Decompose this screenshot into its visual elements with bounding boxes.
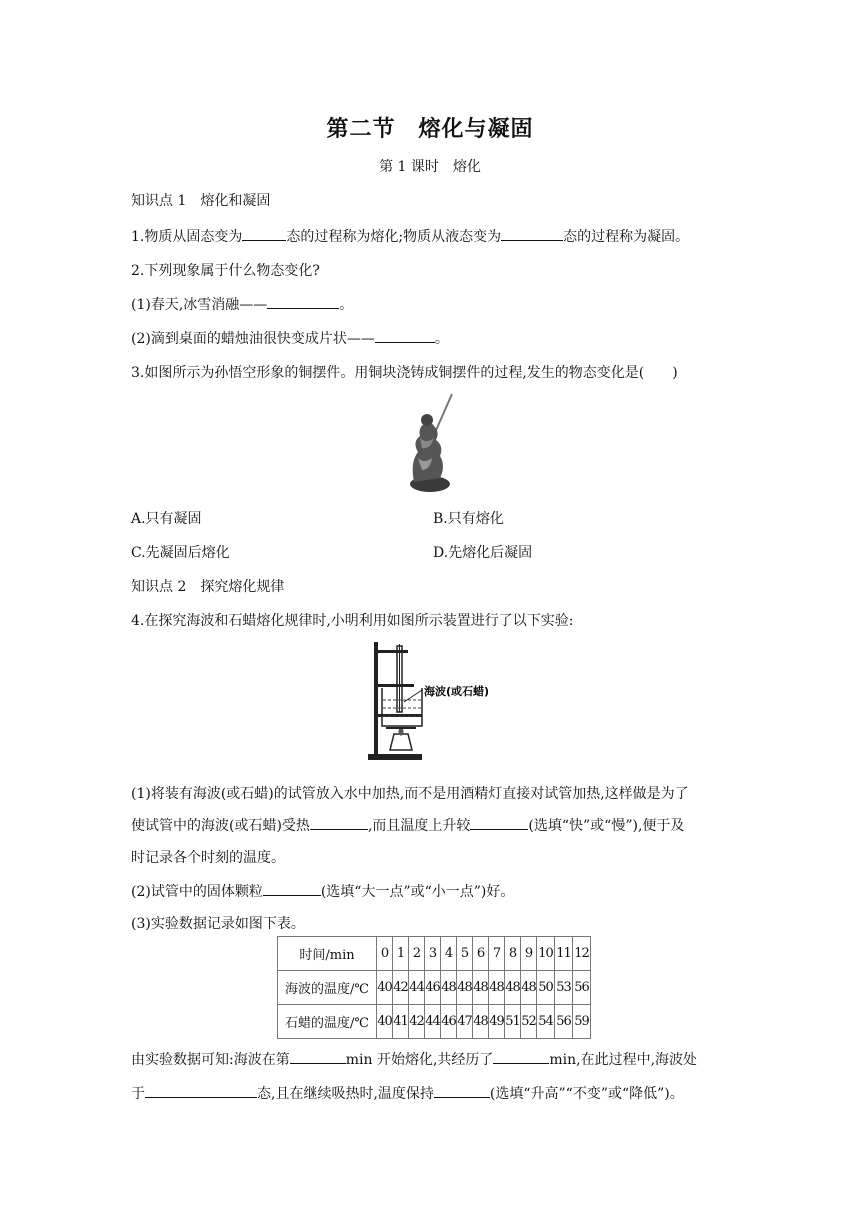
table-cell: 48 xyxy=(441,971,457,1005)
table-cell: 40 xyxy=(377,1005,393,1039)
text: min,在此过程中,海波处 xyxy=(549,1052,698,1068)
question-4-stem: 4.在探究海波和石蜡熔化规律时,小明利用如图所示装置进行了以下实验: xyxy=(131,613,574,629)
table-header-cell: 6 xyxy=(473,937,489,971)
question-2-item-1-text: (1)春天,冰雪消融—— xyxy=(131,297,268,313)
question-4-part-2 xyxy=(131,881,514,901)
answer-blank[interactable] xyxy=(375,328,435,343)
page-title: 第二节 熔化与凝固 xyxy=(326,116,534,142)
table-cell: 56 xyxy=(555,1005,573,1039)
table-row-haibo xyxy=(278,971,591,1005)
knowledge-point-1: 知识点 1 熔化和凝固 xyxy=(131,193,271,209)
table-row-label: 海波的温度/℃ xyxy=(278,971,377,1005)
table-cell: 59 xyxy=(573,1005,591,1039)
text: (选填“大一点”或“小一点”)好。 xyxy=(320,884,515,900)
text: 由实验数据可知:海波在第 xyxy=(131,1052,290,1068)
question-3-stem: 3.如图所示为孙悟空形象的铜摆件。用铜块浇铸成铜摆件的过程,发生的物态变化是( ) xyxy=(131,365,678,381)
option-a[interactable]: A.只有凝固 xyxy=(131,511,202,527)
temperature-table xyxy=(277,936,591,1039)
table-cell: 46 xyxy=(425,971,441,1005)
table-cell: 48 xyxy=(457,971,473,1005)
text: ,而且温度上升较 xyxy=(367,818,471,834)
question-4-part-3: (3)实验数据记录如图下表。 xyxy=(131,916,305,932)
table-header-cell: 7 xyxy=(489,937,505,971)
question-2-item-2-text: (2)滴到桌面的蜡烛油很快变成片状—— xyxy=(131,331,375,347)
text: (选填“升高”“不变”或“降低”)。 xyxy=(489,1086,684,1102)
option-c[interactable]: C.先凝固后熔化 xyxy=(131,545,230,561)
answer-blank[interactable] xyxy=(434,1083,490,1098)
table-header-cell: 10 xyxy=(537,937,555,971)
answer-blank[interactable] xyxy=(493,1049,549,1064)
table-header-row xyxy=(278,937,591,971)
question-1-part-a: 1.物质从固态变为 xyxy=(131,229,243,245)
table-cell: 54 xyxy=(537,1005,555,1039)
table-header-cell: 时间/min xyxy=(278,937,377,971)
table-cell: 48 xyxy=(505,971,521,1005)
knowledge-point-2: 知识点 2 探究熔化规律 xyxy=(131,579,285,595)
answer-blank[interactable] xyxy=(263,881,321,896)
table-cell: 48 xyxy=(489,971,505,1005)
table-header-cell: 2 xyxy=(409,937,425,971)
question-2-item-1 xyxy=(131,294,353,314)
question-1-part-b: 态的过程称为熔化;物质从液态变为 xyxy=(286,229,502,245)
question-4-conclusion-line-2 xyxy=(131,1083,684,1103)
question-4-conclusion-line-1 xyxy=(131,1049,697,1069)
table-cell: 42 xyxy=(409,1005,425,1039)
table-cell: 46 xyxy=(441,1005,457,1039)
question-4-part-1-line-1: (1)将装有海波(或石蜡)的试管放入水中加热,而不是用酒精灯直接对试管加热,这样做是为了 xyxy=(131,786,689,802)
apparatus-label: 海波(或石蜡) xyxy=(424,685,490,698)
table-header-cell: 1 xyxy=(393,937,409,971)
text: 使试管中的海波(或石蜡)受热 xyxy=(131,818,310,834)
option-d[interactable]: D.先熔化后凝固 xyxy=(433,545,533,561)
table-header-cell: 11 xyxy=(555,937,573,971)
question-4-part-1-line-3: 时记录各个时刻的温度。 xyxy=(131,850,285,866)
answer-blank[interactable] xyxy=(242,226,286,241)
question-4-part-1-line-2 xyxy=(131,815,684,835)
table-cell: 49 xyxy=(489,1005,505,1039)
table-cell: 44 xyxy=(409,971,425,1005)
table-cell: 41 xyxy=(393,1005,409,1039)
table-header-cell: 9 xyxy=(521,937,537,971)
table-header-cell: 8 xyxy=(505,937,521,971)
table-cell: 44 xyxy=(425,1005,441,1039)
table-row-label: 石蜡的温度/℃ xyxy=(278,1005,377,1039)
question-2-stem: 2.下列现象属于什么物态变化? xyxy=(131,263,320,279)
table-header-cell: 4 xyxy=(441,937,457,971)
table-cell: 48 xyxy=(473,1005,489,1039)
answer-blank[interactable] xyxy=(501,226,563,241)
page-subtitle: 第 1 课时 熔化 xyxy=(379,159,481,175)
period: 。 xyxy=(434,331,449,347)
table-header-cell: 12 xyxy=(573,937,591,971)
table-cell: 48 xyxy=(473,971,489,1005)
table-cell: 53 xyxy=(555,971,573,1005)
table-cell: 48 xyxy=(521,971,537,1005)
text: 于 xyxy=(131,1086,145,1102)
answer-blank[interactable] xyxy=(145,1083,257,1098)
table-header-cell: 5 xyxy=(457,937,473,971)
table-cell: 51 xyxy=(505,1005,521,1039)
question-2-item-2 xyxy=(131,328,449,348)
table-header-cell: 0 xyxy=(377,937,393,971)
answer-blank[interactable] xyxy=(310,815,368,830)
text: 态,且在继续吸热时,温度保持 xyxy=(257,1086,434,1102)
text: (选填“快”或“慢”),便于及 xyxy=(528,818,685,834)
option-b[interactable]: B.只有熔化 xyxy=(433,511,504,527)
answer-blank[interactable] xyxy=(470,815,528,830)
table-header-cell: 3 xyxy=(425,937,441,971)
answer-blank[interactable] xyxy=(290,1049,346,1064)
answer-blank[interactable] xyxy=(267,294,339,309)
table-cell: 47 xyxy=(457,1005,473,1039)
table-cell: 42 xyxy=(393,971,409,1005)
period: 。 xyxy=(339,297,354,313)
table-cell: 52 xyxy=(521,1005,537,1039)
table-cell: 56 xyxy=(573,971,591,1005)
question-1-part-c: 态的过程称为凝固。 xyxy=(563,229,690,245)
table-cell: 50 xyxy=(537,971,555,1005)
text: min 开始熔化,共经历了 xyxy=(345,1052,494,1068)
table-row-shila xyxy=(278,1005,591,1039)
heating-apparatus-diagram xyxy=(364,640,508,762)
table-cell: 40 xyxy=(377,971,393,1005)
question-1 xyxy=(131,226,689,246)
text: (2)试管中的固体颗粒 xyxy=(131,884,263,900)
copper-statue-image xyxy=(400,392,464,494)
